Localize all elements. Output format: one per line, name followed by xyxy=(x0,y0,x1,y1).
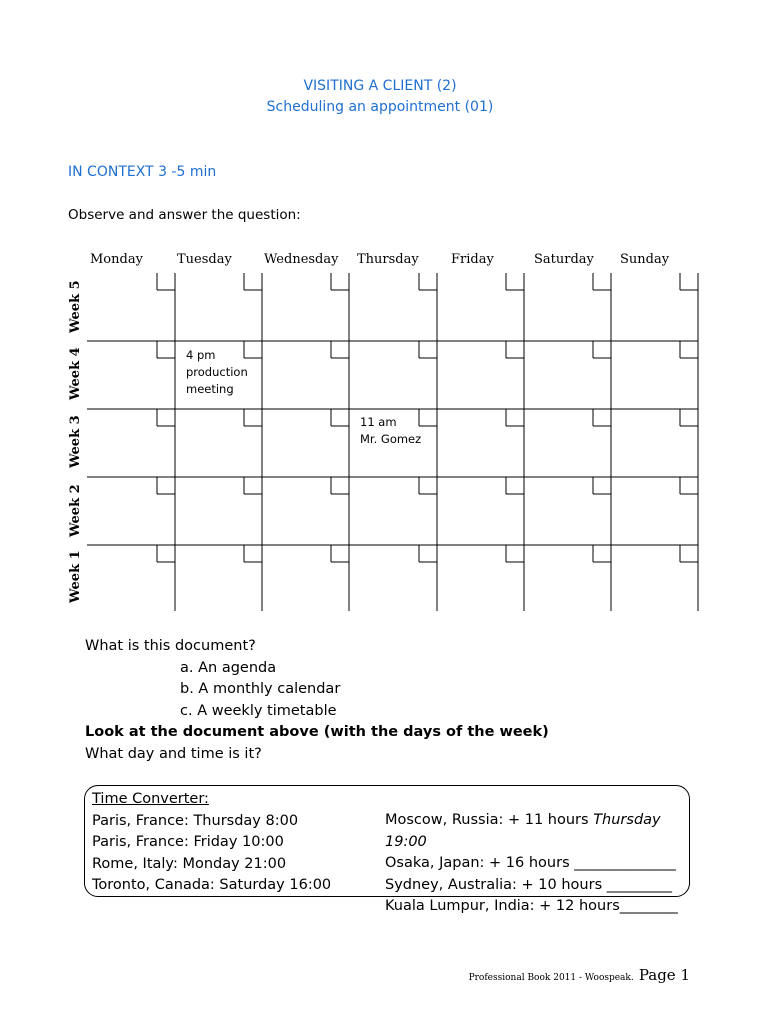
event-mr-gomez xyxy=(360,414,421,448)
day-header-tuesday: Tuesday xyxy=(177,252,232,267)
day-header-friday: Friday xyxy=(451,252,494,267)
document-subtitle: Scheduling an appointment (01) xyxy=(266,99,494,115)
converter-line: Toronto, Canada: Saturday 16:00 xyxy=(92,877,332,893)
time-converter-box xyxy=(84,785,690,914)
page-footer xyxy=(469,965,690,984)
converter-line: Paris, France: Thursday 8:00 xyxy=(92,812,299,829)
footer-source: Professional Book 2011 - Woospeak. xyxy=(468,973,634,983)
event-line: 11 am xyxy=(360,415,397,429)
document-title: VISITING A CLIENT (2) xyxy=(303,78,457,94)
instruction-look: Look at the document above (with the days of the week) xyxy=(85,724,549,740)
event-line: meeting xyxy=(186,382,234,396)
event-line: 4 pm xyxy=(186,348,216,362)
event-production-meeting xyxy=(186,347,248,398)
converter-line: Paris, France: Friday 10:00 xyxy=(92,834,284,850)
converter-line xyxy=(385,810,689,853)
instruction-text: Observe and answer the question: xyxy=(68,207,301,223)
section-duration: 3 -5 min xyxy=(158,164,217,180)
question-document: What is this document? xyxy=(85,638,256,654)
converter-text: Moscow, Russia: + 11 hours xyxy=(385,812,594,828)
question-day-time: What day and time is it? xyxy=(85,745,262,762)
converter-title: Time Converter: xyxy=(92,791,209,807)
question-block xyxy=(85,636,549,765)
day-header-wednesday: Wednesday xyxy=(264,252,339,267)
converter-text: Kuala Lumpur, India: + 12 hours________ xyxy=(385,898,678,914)
week-label-4: Week 4 xyxy=(68,347,83,400)
week-label-1: Week 1 xyxy=(68,550,83,603)
day-header-sunday: Sunday xyxy=(620,252,670,267)
converter-line xyxy=(385,875,689,897)
event-line: production xyxy=(186,365,248,379)
section-heading xyxy=(68,164,216,180)
day-header-saturday: Saturday xyxy=(534,252,594,267)
converter-line xyxy=(385,896,689,918)
converter-line xyxy=(385,853,689,875)
option-a: a. An agenda xyxy=(180,659,277,676)
converter-text: Osaka, Japan: + 16 hours ______________ xyxy=(385,855,676,871)
footer-page-number: Page 1 xyxy=(638,966,690,984)
week-label-5: Week 5 xyxy=(68,280,83,333)
converter-left-column xyxy=(92,789,331,897)
option-c: c. A weekly timetable xyxy=(180,702,337,719)
converter-answer: Thursday 19:00 xyxy=(385,812,661,850)
day-header-thursday: Thursday xyxy=(357,252,419,267)
converter-text: Sydney, Australia: + 10 hours _________ xyxy=(385,876,672,893)
section-label: IN CONTEXT xyxy=(68,164,154,180)
week-label-3: Week 3 xyxy=(68,415,83,468)
converter-line: Rome, Italy: Monday 21:00 xyxy=(92,855,287,872)
week-label-2: Week 2 xyxy=(68,484,83,537)
day-header-monday: Monday xyxy=(90,252,143,267)
option-b: b. A monthly calendar xyxy=(180,681,341,697)
event-line: Mr. Gomez xyxy=(360,432,422,446)
converter-right-column xyxy=(385,810,689,918)
